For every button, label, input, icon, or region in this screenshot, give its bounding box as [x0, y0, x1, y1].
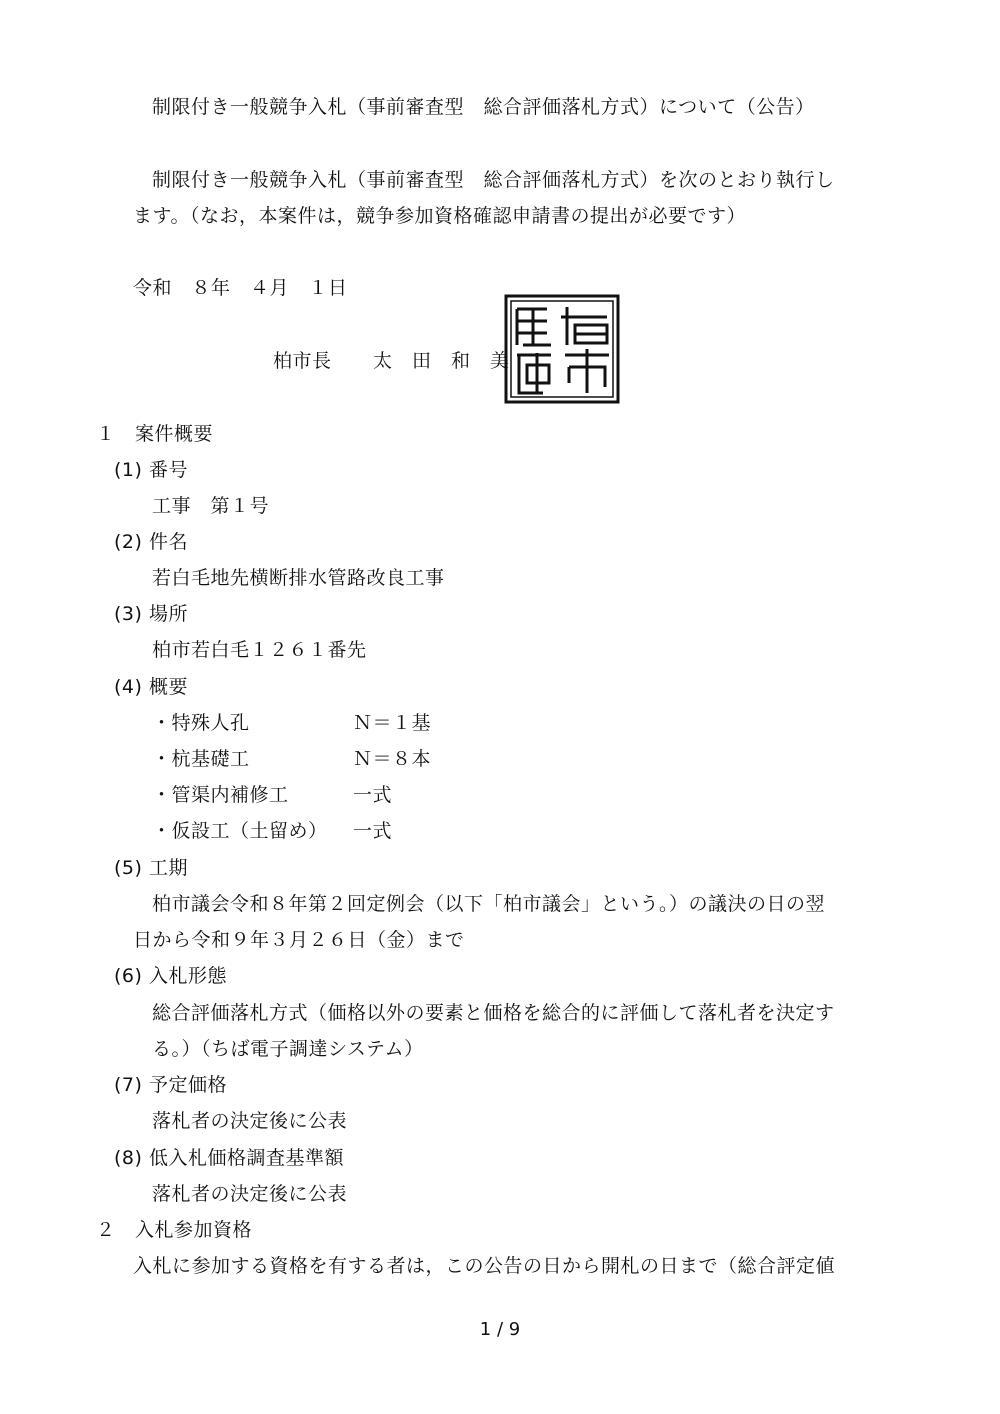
summary-row-name: ・管渠内補修工: [152, 784, 289, 806]
item-2-value: 若白毛地先横断排水管路改良工事: [152, 567, 445, 589]
item-5-line-2: 日から令和９年３月２６日（金）まで: [133, 929, 465, 951]
summary-row-name: ・特殊人孔: [152, 712, 250, 734]
item-3-value: 柏市若白毛１２６１番先: [152, 639, 367, 661]
item-1-label: (1) 番号: [114, 459, 188, 481]
item-6-label: (6) 入札形態: [114, 965, 227, 987]
document-title: 制限付き一般競争入札（事前審査型 総合評価落札方式）について（公告）: [152, 96, 815, 118]
intro-line-2: ます。（なお，本案件は，競争参加資格確認申請書の提出が必要です）: [133, 205, 746, 227]
item-1-value: 工事 第１号: [152, 495, 270, 517]
summary-row-name: ・仮設工（土留め）: [152, 820, 328, 842]
item-4-label: (4) 概要: [114, 676, 188, 698]
item-6-line-1: 総合評価落札方式（価格以外の要素と価格を総合的に評価して落札者を決定す: [152, 1002, 835, 1024]
intro-line-1: 制限付き一般競争入札（事前審査型 総合評価落札方式）を次のとおり執行し: [152, 169, 835, 191]
summary-row-qty: Ｎ＝８本: [353, 748, 432, 770]
issuer-title: 柏市長: [273, 350, 332, 372]
item-5-line-1: 柏市議会令和８年第２回定例会（以下「柏市議会」という。）の議決の日の翌: [152, 893, 826, 915]
summary-row-qty: Ｎ＝１基: [353, 712, 432, 734]
section-2-heading: ２ 入札参加資格: [96, 1219, 253, 1241]
issuer-name: 太 田 和 美: [373, 350, 510, 372]
summary-row-qty: 一式: [353, 820, 393, 842]
item-8-value: 落札者の決定後に公表: [152, 1183, 348, 1205]
item-7-value: 落札者の決定後に公表: [152, 1110, 348, 1132]
item-6-line-2: る。）（ちば電子調達システム）: [152, 1038, 424, 1060]
announcement-date: 令和 ８年 ４月 １日: [133, 277, 348, 299]
item-5-label: (5) 工期: [114, 857, 188, 879]
item-3-label: (3) 場所: [114, 603, 188, 625]
item-7-label: (7) 予定価格: [114, 1074, 227, 1096]
section-1-heading: １ 案件概要: [96, 423, 214, 445]
summary-row-qty: 一式: [353, 784, 393, 806]
summary-row-name: ・杭基礎工: [152, 748, 250, 770]
item-8-label: (8) 低入札価格調査基準額: [114, 1147, 344, 1169]
official-seal-stamp: [503, 293, 621, 405]
page-number: 1 / 9: [479, 1319, 521, 1340]
section-2-line-1: 入札に参加する資格を有する者は，この公告の日から開札の日まで（総合評定値: [133, 1255, 836, 1277]
item-2-label: (2) 件名: [114, 531, 188, 553]
